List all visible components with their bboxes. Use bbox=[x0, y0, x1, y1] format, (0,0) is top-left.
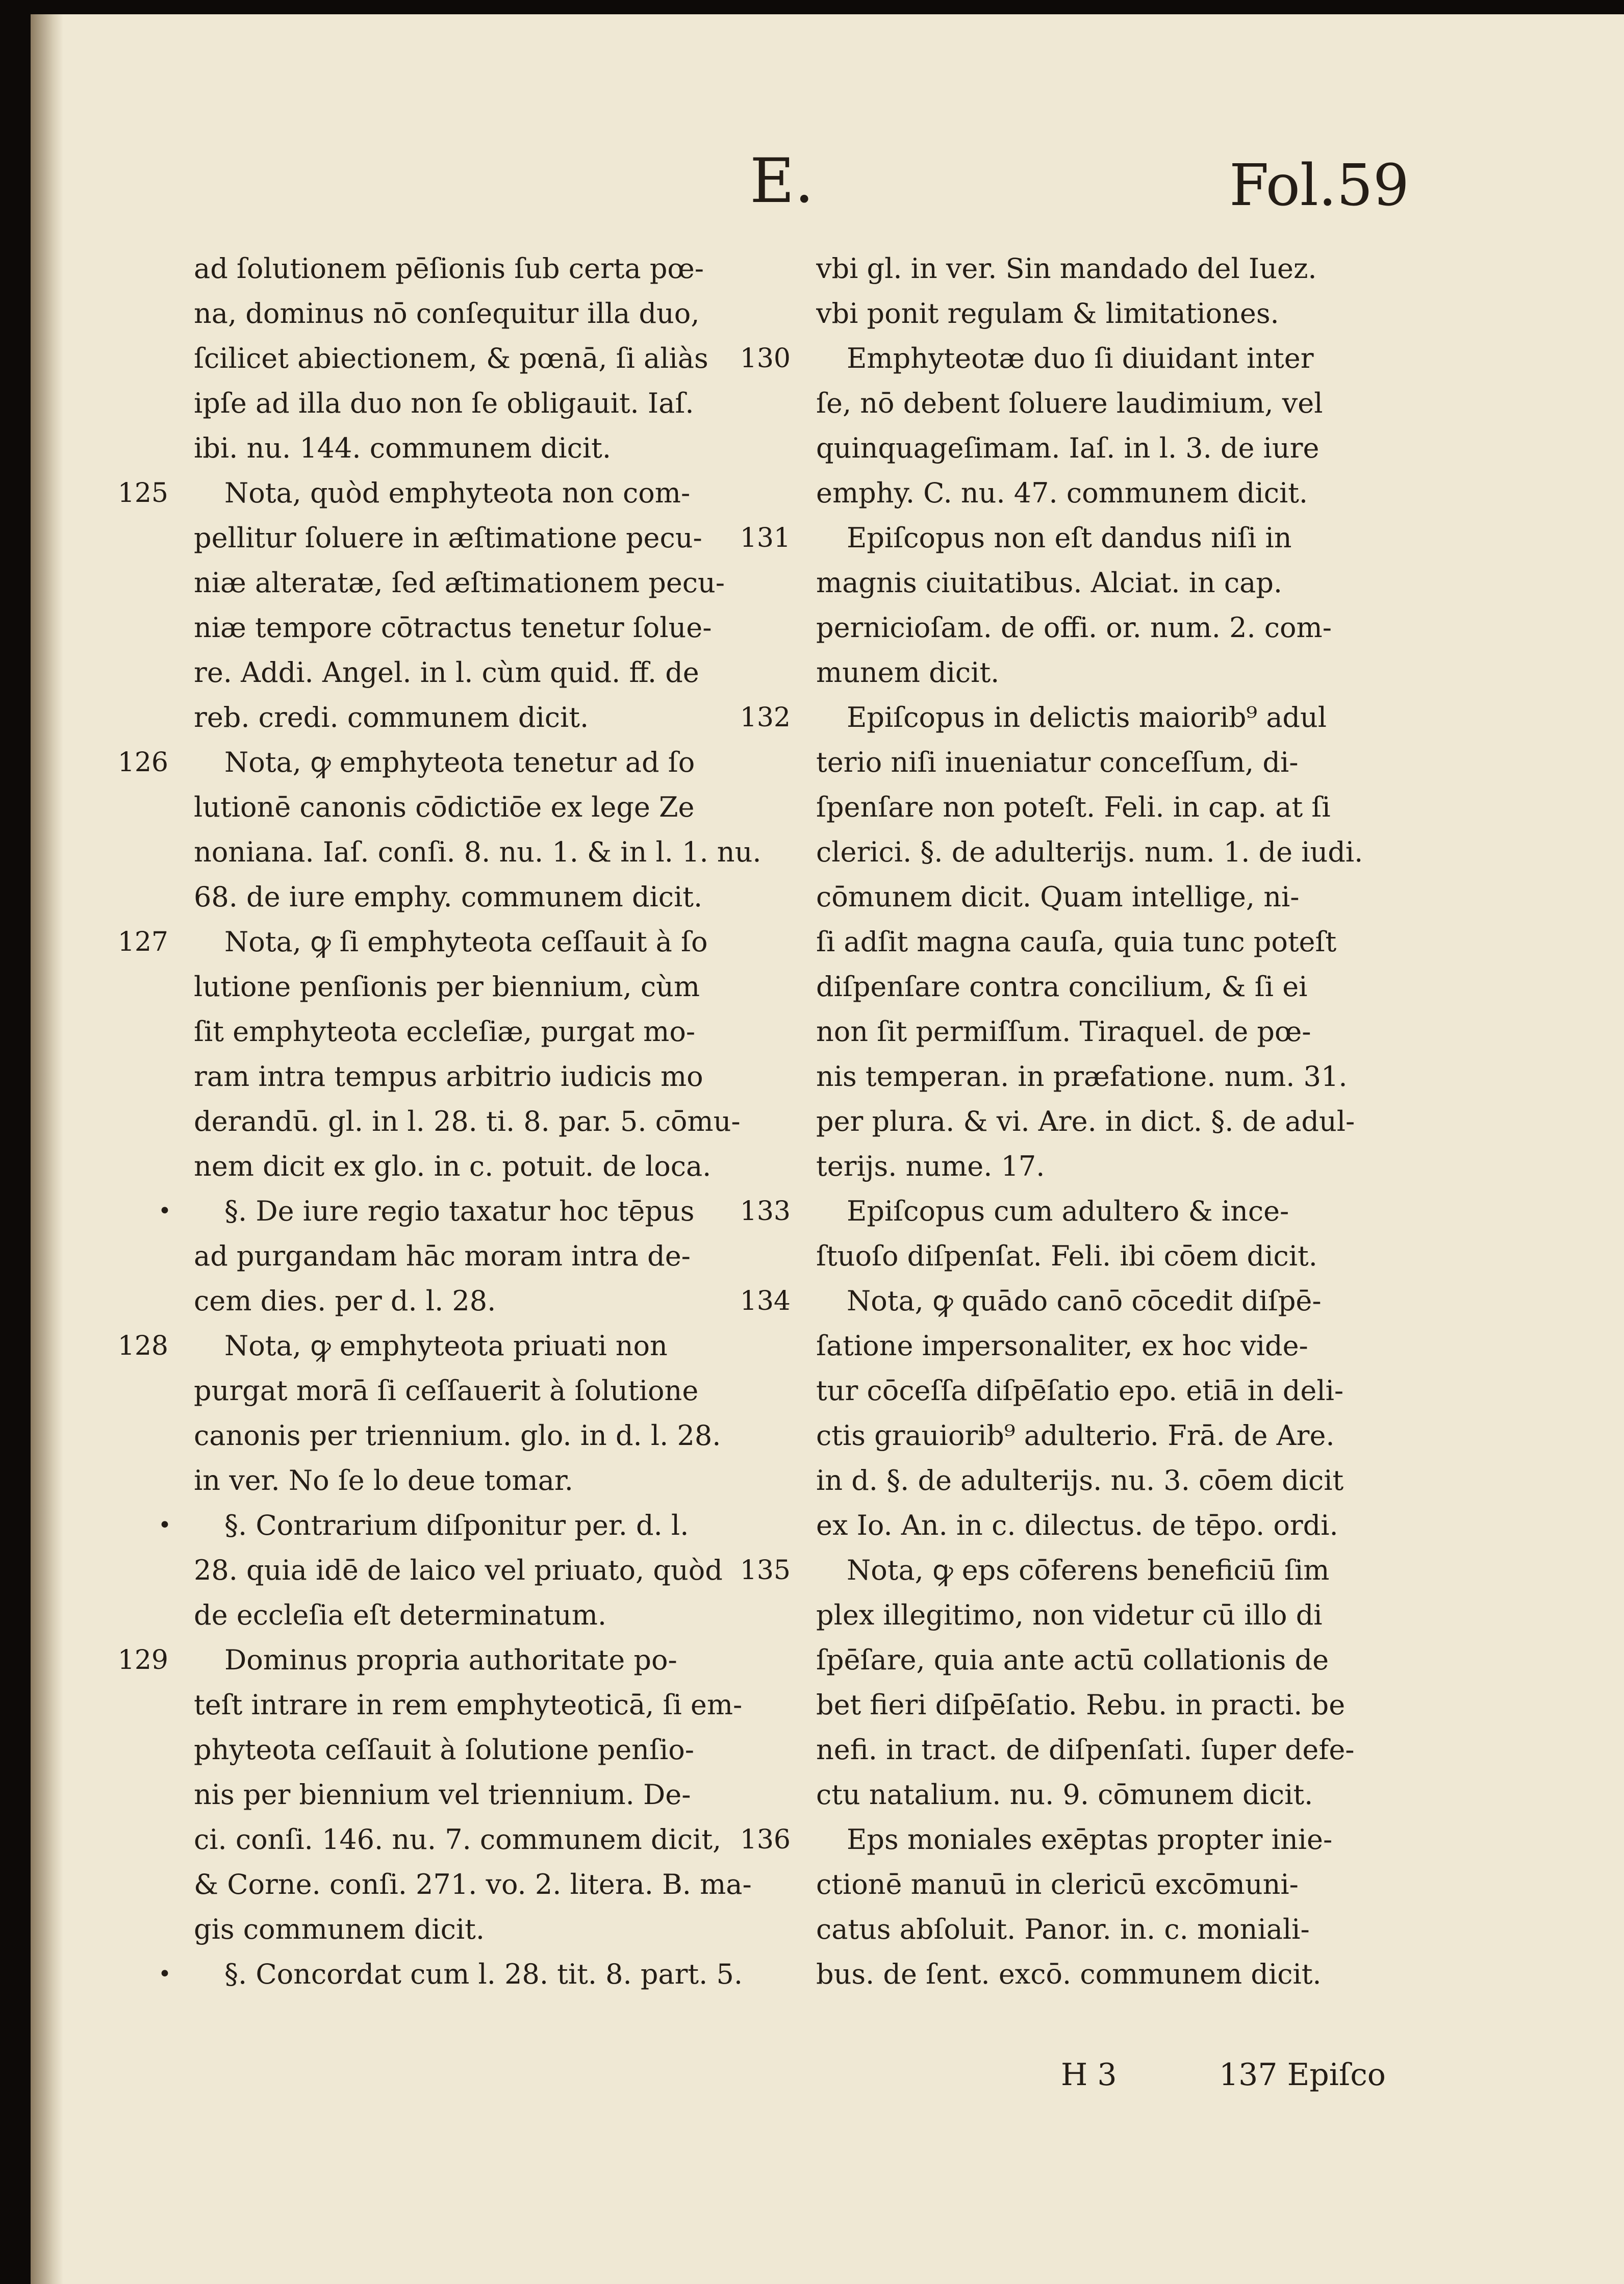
entry-number: 131 bbox=[740, 523, 791, 553]
text-line: Epiſcopus cum adultero & ince- bbox=[847, 1195, 1289, 1227]
entry-number: 127 bbox=[117, 927, 168, 957]
text-line: lutione penſionis per biennium, cùm bbox=[194, 971, 700, 1003]
text-line: clerici. §. de adulterijs. num. 1. de iudi. bbox=[816, 836, 1363, 868]
text-line: cem dies. per d. l. 28. bbox=[194, 1285, 496, 1317]
text-line: teſt intrare in rem emphyteoticā, ſi em- bbox=[194, 1689, 743, 1721]
entry-number: 125 bbox=[117, 478, 168, 509]
text-line: Epiſcopus non eſt dandus niſi in bbox=[847, 522, 1292, 554]
numbered-entry bbox=[117, 471, 785, 740]
text-line: magnis ciuitatibus. Alciat. in cap. bbox=[816, 567, 1283, 599]
section-note bbox=[158, 1189, 785, 1324]
text-line: terijs. nume. 17. bbox=[816, 1150, 1045, 1182]
text-line: Eps moniales exēptas propter inie- bbox=[847, 1823, 1333, 1856]
text-line: na, dominus nō conſequitur illa duo, bbox=[194, 297, 700, 329]
folio-number: Fol.59 bbox=[1229, 153, 1409, 219]
book-page bbox=[31, 14, 1624, 2284]
text-line: derandū. gl. in l. 28. ti. 8. par. 5. cōmu- bbox=[194, 1105, 741, 1137]
numbered-entry bbox=[740, 516, 1408, 695]
left-column bbox=[117, 246, 785, 1997]
text-line: munem dicit. bbox=[816, 656, 1000, 689]
text-line: ſpenſare non poteſt. Feli. in cap. at ſi bbox=[816, 791, 1331, 823]
text-line: vbi ponit regulam & limitationes. bbox=[816, 297, 1279, 329]
entry-number: 128 bbox=[117, 1331, 168, 1361]
text-line: gis communem dicit. bbox=[194, 1913, 485, 1945]
right-column bbox=[740, 246, 1408, 1997]
text-line: ſit emphyteota eccleſiæ, purgat mo- bbox=[194, 1016, 696, 1048]
text-line: ctionē manuū in clericū excōmuni- bbox=[816, 1868, 1299, 1900]
text-line: pellitur ſoluere in æſtimatione pecu- bbox=[194, 522, 702, 554]
entry-number: 132 bbox=[740, 702, 791, 733]
text-line: ibi. nu. 144. communem dicit. bbox=[194, 432, 611, 464]
text-line: in ver. No ſe lo deue tomar. bbox=[194, 1464, 573, 1496]
numbered-entry bbox=[117, 1324, 785, 1503]
text-line: Nota, ꝙ quādo canō cōcedit diſpē- bbox=[847, 1285, 1322, 1317]
text-line: lutionē canonis cōdictiōe ex lege Ze bbox=[194, 791, 695, 823]
running-head-letter: E. bbox=[750, 146, 814, 217]
text-line: ctis grauiorib⁹ adulterio. Frā. de Are. bbox=[816, 1419, 1335, 1452]
text-line: re. Addi. Angel. in l. cùm quid. ff. de bbox=[194, 656, 699, 689]
text-line: ad ſolutionem pēſionis ſub certa pœ- bbox=[194, 252, 704, 285]
text-line: purgat morā ſi ceſſauerit à ſolutione bbox=[194, 1375, 699, 1407]
numbered-entry bbox=[740, 336, 1408, 516]
text-line: Dominus propria authoritate po- bbox=[224, 1644, 677, 1676]
text-line: non ſit permiſſum. Tiraquel. de pœ- bbox=[816, 1016, 1311, 1048]
section-note bbox=[158, 1952, 785, 1997]
text-line: Emphyteotæ duo ſi diuidant inter bbox=[847, 342, 1314, 374]
continued-text bbox=[194, 246, 785, 471]
text-line: quinquageſimam. Iaſ. in l. 3. de iure bbox=[816, 432, 1320, 464]
entry-number: 136 bbox=[740, 1824, 791, 1855]
numbered-entry bbox=[740, 1817, 1408, 1997]
text-line: diſpenſare contra concilium, & ſi ei bbox=[816, 971, 1308, 1003]
text-line: §. De iure regio taxatur hoc tēpus bbox=[224, 1195, 695, 1227]
entry-number: 135 bbox=[740, 1555, 791, 1586]
signature-mark: H 3 bbox=[1061, 2057, 1117, 2093]
text-line: terio niſi inueniatur conceſſum, di- bbox=[816, 746, 1299, 778]
text-line: phyteota ceſſauit à ſolutione penſio- bbox=[194, 1734, 694, 1766]
numbered-entry bbox=[740, 1189, 1408, 1279]
numbered-entry bbox=[117, 920, 785, 1189]
text-line: Nota, ꝙ eps cōferens beneficiū ſim bbox=[847, 1554, 1330, 1586]
text-line: reb. credi. communem dicit. bbox=[194, 701, 589, 733]
text-line: in d. §. de adulterijs. nu. 3. cōem dicit bbox=[816, 1464, 1344, 1496]
text-line: nis per biennium vel triennium. De- bbox=[194, 1779, 691, 1811]
section-note bbox=[158, 1503, 785, 1638]
text-line: tur cōceſſa diſpēſatio epo. etiā in deli- bbox=[816, 1375, 1344, 1407]
text-line: §. Concordat cum l. 28. tit. 8. part. 5. bbox=[224, 1958, 743, 1990]
numbered-entry bbox=[740, 1548, 1408, 1817]
text-line: 68. de iure emphy. communem dicit. bbox=[194, 881, 703, 913]
text-line: ſcilicet abiectionem, & pœnā, ſi aliàs bbox=[194, 342, 708, 374]
entry-number: 133 bbox=[740, 1196, 791, 1227]
text-line: per plura. & vi. Are. in dict. §. de adul- bbox=[816, 1105, 1355, 1137]
text-line: nem dicit ex glo. in c. potuit. de loca. bbox=[194, 1150, 712, 1182]
text-line: niæ tempore cōtractus tenetur ſolue- bbox=[194, 612, 712, 644]
text-line: noniana. Iaſ. conſi. 8. nu. 1. & in l. 1. nu. bbox=[194, 836, 762, 868]
text-line: Nota, ꝙ emphyteota priuati non bbox=[224, 1330, 668, 1362]
text-line: ſtuoſo diſpenſat. Feli. ibi cōem dicit. bbox=[816, 1240, 1317, 1272]
text-line: ſpēſare, quia ante actū collationis de bbox=[816, 1644, 1329, 1676]
entry-number: 130 bbox=[740, 343, 791, 374]
bullet-icon: • bbox=[158, 1512, 171, 1538]
catchword: 137 Epiſco bbox=[1219, 2057, 1386, 2093]
text-line: ex Io. An. in c. dilectus. de tēpo. ordi. bbox=[816, 1509, 1338, 1541]
text-line: ſi adſit magna cauſa, quia tunc poteſt bbox=[816, 926, 1337, 958]
text-line: de eccleſia eſt determinatum. bbox=[194, 1599, 607, 1631]
text-line: ad purgandam hāc moram intra de- bbox=[194, 1240, 691, 1272]
numbered-entry bbox=[740, 1279, 1408, 1548]
bullet-icon: • bbox=[158, 1198, 171, 1224]
text-line: Nota, ꝙ emphyteota tenetur ad ſo bbox=[224, 746, 695, 778]
text-line: & Corne. conſi. 271. vo. 2. litera. B. ma- bbox=[194, 1868, 752, 1900]
binding-gutter bbox=[31, 14, 63, 2284]
text-line: canonis per triennium. glo. in d. l. 28. bbox=[194, 1419, 721, 1452]
text-line: Nota, ꝙ ſi emphyteota ceſſauit à ſo bbox=[224, 926, 708, 958]
entry-number: 126 bbox=[117, 747, 168, 778]
numbered-entry bbox=[117, 1638, 785, 1952]
entry-number: 129 bbox=[117, 1645, 168, 1676]
text-line: Nota, quòd emphyteota non com- bbox=[224, 477, 691, 509]
text-line: 28. quia idē de laico vel priuato, quòd bbox=[194, 1554, 723, 1586]
text-line: nis temperan. in præfatione. num. 31. bbox=[816, 1060, 1348, 1093]
entry-number: 134 bbox=[740, 1286, 791, 1316]
bullet-icon: • bbox=[158, 1961, 171, 1987]
text-line: §. Contrarium diſponitur per. d. l. bbox=[224, 1509, 689, 1541]
text-line: plex illegitimo, non videtur cū illo di bbox=[816, 1599, 1323, 1631]
numbered-entry bbox=[740, 695, 1408, 1189]
text-line: niæ alteratæ, ſed æſtimationem pecu- bbox=[194, 567, 725, 599]
text-line: ſe, nō debent ſoluere laudimium, vel bbox=[816, 387, 1323, 419]
text-line: ſatione impersonaliter, ex hoc vide- bbox=[816, 1330, 1308, 1362]
text-line: emphy. C. nu. 47. communem dicit. bbox=[816, 477, 1308, 509]
text-line: vbi gl. in ver. Sin mandado del Iuez. bbox=[816, 252, 1317, 285]
text-line: ram intra tempus arbitrio iudicis mo bbox=[194, 1060, 703, 1093]
numbered-entry bbox=[117, 740, 785, 920]
text-line: Epiſcopus in delictis maiorib⁹ adul bbox=[847, 701, 1327, 733]
continued-text bbox=[816, 246, 1408, 336]
text-line: pernicioſam. de offi. or. num. 2. com- bbox=[816, 612, 1332, 644]
text-line: catus abſoluit. Panor. in. c. moniali- bbox=[816, 1913, 1310, 1945]
text-line: cōmunem dicit. Quam intellige, ni- bbox=[816, 881, 1300, 913]
text-line: ctu natalium. nu. 9. cōmunem dicit. bbox=[816, 1779, 1313, 1811]
text-line: ipſe ad illa duo non ſe obligauit. Iaſ. bbox=[194, 387, 694, 419]
text-line: nefi. in tract. de diſpenſati. ſuper defe- bbox=[816, 1734, 1355, 1766]
text-line: bet fieri diſpēſatio. Rebu. in practi. be bbox=[816, 1689, 1346, 1721]
text-line: ci. conſi. 146. nu. 7. communem dicit, bbox=[194, 1823, 722, 1856]
text-line: bus. de ſent. excō. communem dicit. bbox=[816, 1958, 1322, 1990]
